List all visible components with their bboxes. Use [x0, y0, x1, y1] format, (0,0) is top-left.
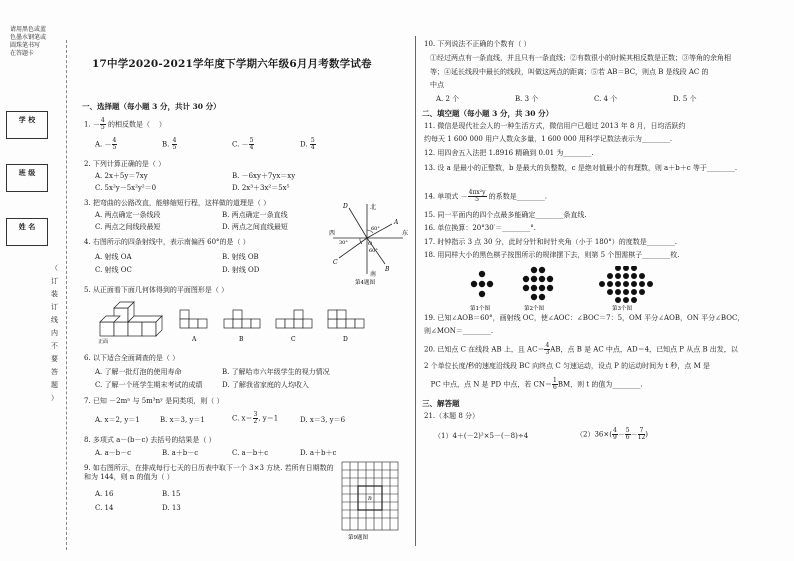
margin-note: 请用黑色或蓝 [10, 26, 47, 33]
fig9-center: n [368, 495, 372, 502]
q3-option-d[interactable]: D. 两点之间直线最短 [222, 223, 288, 231]
q13: 13. 设 a 是最小的正整数，b 是最大的负整数，c 是绝对值最小的有理数，则 a＋b＋c 等于________. [424, 164, 738, 172]
q21-header: 21.（本题 8 分） [424, 412, 480, 420]
fig4-point-b: B [385, 266, 390, 273]
fig4-east: 东 [402, 230, 409, 237]
school-field[interactable] [6, 111, 48, 139]
name-label: 姓 名 [18, 222, 36, 231]
q6-option-b[interactable]: B. 了解哈市六年级学生的视力情况 [222, 368, 330, 376]
q8-option-a[interactable]: A. a－b－c [95, 449, 132, 457]
q1-stem: 1. － $\frac{4}{5}$ 的相反数是（ ） [84, 117, 166, 131]
q7-stem: 7. 已知 －2mⁿ 与 5m³nʸ 是同类项，则（ ） [84, 397, 224, 405]
margin-notes [10, 26, 50, 58]
q10-option-d[interactable]: D. 5 个 [673, 95, 697, 103]
q10-line-2: 等；④延长线段中最长的线段，叫做这两点的距离；⑤若 AB＝BC，则点 B 是线段 AC 的 [430, 68, 709, 76]
q4-option-d[interactable]: D. 射线 OD [222, 266, 260, 274]
q3-option-c[interactable]: C. 两点之间线段最短 [95, 223, 161, 231]
q5-option-b-figure[interactable] [222, 308, 264, 344]
q7-option-b[interactable]: B. x＝3, y＝1 [160, 416, 205, 424]
fig4-north: 北 [370, 204, 377, 211]
q10-option-c[interactable]: C. 4 个 [594, 95, 618, 103]
q3-option-a[interactable]: A. 两点确定一条线段 [95, 211, 161, 219]
fig4-point-c: C [333, 259, 338, 266]
fig4-point-a: A [394, 219, 399, 226]
q20-line-1: 20. 已知点 C 在线段 AB 上，且 AC＝ $\frac{4}{3}$ AB，点 B 是 AC 中点，AD＝4，已知点 P 从点 B 出发，以 [424, 342, 738, 356]
q10-option-a[interactable]: A. 2 个 [436, 95, 460, 103]
q3-option-b[interactable]: B. 两点确定一条直线 [222, 211, 288, 219]
fig4-south: 南 [370, 271, 377, 278]
q6-stem: 6. 以下适合全面调查的是（ ） [84, 354, 180, 362]
margin-note: 在答题卡 [10, 50, 35, 57]
q8-stem: 8. 多项式 a－(b－c) 去括号的结果是（ ） [84, 436, 216, 444]
q5-option-b-label: B [239, 336, 244, 343]
q19-line-2: 则∠MON＝________. [424, 327, 494, 335]
q4-option-b[interactable]: B. 射线 OB [222, 253, 259, 261]
figure-4-compass [327, 200, 412, 286]
q5-stem: 5. 从正面看下面几何体得到的平面图形是（ ） [84, 286, 229, 294]
fig4-point-d: D [343, 203, 348, 210]
fig4-angle-2: 60° [371, 226, 380, 232]
fig4-point-o: O [368, 241, 373, 247]
q4-option-c[interactable]: C. 射线 OC [95, 266, 132, 274]
q1-option-c[interactable]: C. － $\frac{5}{4}$ [232, 137, 254, 151]
q20-line-2: 2 个单位长度/秒的速度沿线段 BC 向终点 C 匀速运动，设点 P 的运动时间为 t 秒，点 M 是 [424, 362, 710, 370]
q5-option-a-figure[interactable] [178, 308, 218, 344]
q15: 15. 同一平面内的四个点最多能确定________条直线. [424, 211, 587, 219]
q9-option-c[interactable]: C. 14 [95, 504, 114, 512]
seal-line-text: （ 订 装 订 线 内 不 要 答 题 ） [51, 264, 58, 402]
q2-option-b[interactable]: B. －6xy＋7yx＝xy [232, 172, 296, 180]
q5-option-d-figure[interactable] [326, 308, 368, 344]
q10-line-3: 中点 [430, 81, 444, 89]
q10-option-b[interactable]: B. 3 个 [515, 95, 539, 103]
fig18-label-3: 第3个图 [612, 306, 632, 312]
fig4-angle-1: 30° [339, 240, 348, 246]
q21-part-1: （1）4＋(－2)²×5－(－8)÷4 [434, 432, 529, 440]
q1-option-b[interactable]: B. $\frac{4}{5}$ [162, 137, 177, 151]
q2-option-c[interactable]: C. 5x²y－5x²y²＝0 [95, 184, 157, 192]
section-fill-in: 二、填空题（每小题 3 分，共 30 分） [422, 109, 554, 118]
fig18-label-1: 第1个图 [470, 306, 490, 312]
q7-option-a[interactable]: A. x＝2, y＝1 [95, 416, 140, 424]
q9-option-a[interactable]: A. 16 [95, 490, 114, 498]
q10-stem: 10. 下列说法不正确的个数有（ ） [424, 40, 531, 48]
fig18-label-2: 第2个图 [524, 306, 544, 312]
fig4-west: 西 [329, 230, 336, 237]
q14: 14. 单项式 － $\frac{\text{4πx²y}}{5}$ 的系数是________. [424, 189, 547, 203]
q8-option-d[interactable]: D. a＋b＋c [300, 449, 337, 457]
name-field[interactable] [6, 218, 48, 246]
q6-option-c[interactable]: C. 了解一个班学生期末考试的成绩 [95, 381, 203, 389]
q2-stem: 2. 下列计算正确的是（ ） [84, 160, 166, 168]
section-solve: 三、解答题 [422, 399, 460, 408]
q5-solid-figure [96, 300, 166, 344]
q8-option-c[interactable]: C. a－b＋c [232, 449, 269, 457]
q8-option-b[interactable]: B. a＋b－c [162, 449, 199, 457]
exam-title: 17中学2020-2021学年度下学期六年级6月月考数学试卷 [92, 58, 372, 70]
q7-option-c[interactable]: C. x＝ $\frac{3}{2}$ , y＝1 [232, 411, 279, 425]
q6-option-d[interactable]: D. 了解我省家庭的人均收入 [222, 381, 309, 389]
column-divider [415, 36, 416, 546]
q2-option-a[interactable]: A. 2x＋5y＝7xy [95, 172, 148, 180]
q17: 17. 时钟指示 3 点 30 分，此时分针和时针夹角（小于 180°）的度数是________. [424, 238, 677, 246]
seal-line [66, 40, 67, 550]
q9-stem: 9. 如右图所示，在排成每行七天的日历表中取下一个 3×3 方块. 若所有日期数的和为 144，则 n 的值为（ ） [84, 464, 334, 481]
q2-option-d[interactable]: D. 2x³＋3x²＝5x⁵ [232, 184, 290, 192]
q5-option-d-label: D [343, 336, 348, 343]
q9-option-d[interactable]: D. 13 [162, 504, 181, 512]
q9-option-b[interactable]: B. 15 [162, 490, 181, 498]
q6-option-a[interactable]: A. 了解一批灯泡的使用寿命 [95, 368, 182, 376]
q1-option-d[interactable]: D. $\frac{5}{4}$ [300, 137, 315, 151]
q19-line-1: 19. 已知∠AOB＝60°，画射线 OC，使∠AOC：∠BOC＝7：5，OM 平分∠AOB，ON 平分∠BOC， [424, 314, 745, 322]
figure-9-calendar [340, 460, 406, 542]
q18: 18. 用同样大小的黑色棋子按图所示的规律摆下去，则第 5 个图需棋子________枚. [424, 251, 680, 259]
q3-stem: 3. 把弯曲的公路改直，能够缩短行程，这样做的道理是（ ） [84, 199, 271, 207]
q4-stem: 4. 右图所示的四条射线中，表示南偏西 60°的是（ ） [84, 238, 250, 246]
q5-front-label: 正面 [98, 339, 109, 344]
q11-line-1: 11. 微信是现代社会人的一种生活方式，微信用户已超过 2013 年 8 月，日均活跃约 [424, 122, 686, 130]
fig4-angle-3: 60° [369, 248, 378, 254]
fig4-caption: 第4题图 [355, 280, 375, 286]
q10-line-1: ①经过两点有一条直线，并且只有一条直线；②有数很小的时候其相反数是正数；③等角的余角相 [430, 54, 731, 62]
class-label: 班 级 [18, 168, 36, 177]
margin-note: 色墨水钢笔或 [10, 34, 47, 41]
class-field[interactable] [6, 164, 48, 192]
q12: 12. 用四舍五入法把 1.8916 精确到 0.01 为________. [424, 149, 594, 157]
q16: 16. 单位换算：20°30′＝________°. [424, 224, 536, 232]
q11-line-2: 约每天 1 600 000 用户人数众多量，1 600 000 用科学记数法表示为________. [424, 135, 673, 143]
q7-option-d[interactable]: D. x＝3, y＝6 [300, 416, 346, 424]
q5-option-c-label: C [291, 336, 296, 343]
q4-option-a[interactable]: A. 射线 OA [95, 253, 132, 261]
q5-option-a-label: A [192, 336, 197, 343]
q20-line-3: PC 中点，点 N 是 PD 中点，若 CN＝ $\frac{1}{6}$ BM，则 t 的值为________. [424, 377, 643, 391]
school-label: 学 校 [18, 115, 36, 124]
margin-note: 圆珠笔书写 [10, 42, 41, 49]
q1-option-a[interactable]: A. － $\frac{4}{5}$ [95, 137, 117, 151]
section-choice: 一、选择题（每小题 3 分，共计 30 分） [82, 102, 221, 111]
q21-part-2: （2）36×( $\frac{4}{9}$ － $\frac{5}{6}$ － $\frac{7}{12}$ ) [576, 427, 648, 441]
figure-18-dot-patterns [470, 266, 710, 312]
fig9-caption: 第9题图 [348, 535, 368, 541]
q5-option-c-figure[interactable] [274, 308, 316, 344]
